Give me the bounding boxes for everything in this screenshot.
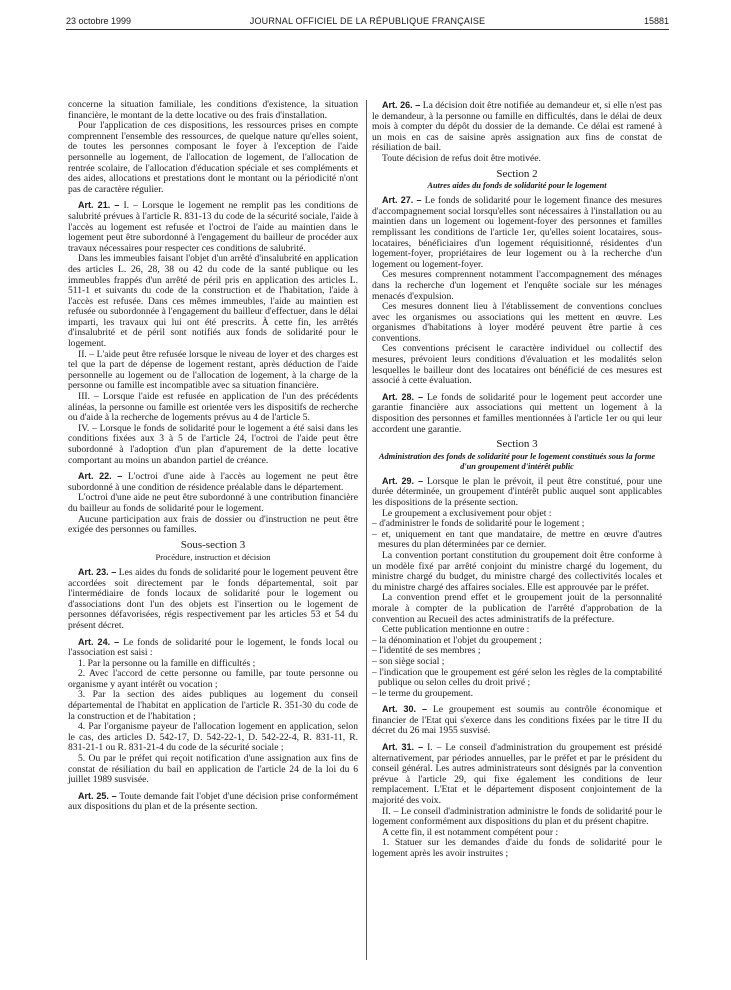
header-rule: [66, 29, 669, 30]
article-label: Art. 22. –: [78, 471, 123, 482]
article-25: Art. 25. – Toute demande fait l'objet d'une décision prise conformément aux dispositions du plan et de la présente section.: [68, 790, 358, 813]
article-label: Art. 29. –: [382, 475, 424, 486]
paragraph: La convention prend effet et le groupement jouit de la personnalité morale à compter de la publication de l'arrêté d'approbation de la convention au Recueil des actes administratifs de la préfecture.: [372, 592, 662, 625]
paragraph: concerne la situation familiale, les conditions d'existence, la situation financière, le montant de la dette locative ou des frais d'installation.: [68, 99, 358, 121]
article-label: Art. 25. –: [78, 790, 117, 801]
paragraph: Cette publication mentionne en outre :: [382, 624, 530, 636]
article-label: Art. 28. –: [382, 391, 424, 402]
list-item: – la dénomination et l'objet du groupement ;: [372, 634, 542, 646]
paragraph: Ces mesures comprennent notamment l'accompagnement des ménages dans la recherche d'un logement et l'enquête sociale sur les ménages menacés d'expulsion.: [372, 269, 662, 302]
article-23: Art. 23. – Les aides du fonds de solidarité pour le logement peuvent être accordées soit directement par le fonds départemental, soit par l'intermédiaire de fonds locaux de solidarité pour le logement ou d'associations dont l'un des objets est l'insertion ou le logement de personnes défavorisées, régis respectivement par les articles 53 et 54 du présent décret.: [68, 566, 358, 631]
list-item: 2. Avec l'accord de cette personne ou famille, par toute personne ou organisme y ayant intérêt ou vocation ;: [68, 668, 358, 690]
paragraph: L'octroi d'une aide ne peut être subordonné à une contribution financière du bailleur au fonds de solidarité pour le logement.: [68, 492, 358, 514]
subsection-title: Procédure, instruction et décision: [155, 552, 271, 563]
article-label: Art. 26. –: [382, 100, 421, 110]
paragraph: Pour l'application de ces dispositions, les ressources prises en compte comprennent l'ensemble des ressources, de quelque nature qu'elles soient, de toutes les personnes composant le foyer à l'exception de l'aide personnelle au logement, de l'allocation de logement, de l'allocation de rentrée scolaire, de l'allocation d'éducation spéciale et ses compléments et des aides, allocations et prestations dont le montant ou la périodicité n'ont pas de caractère régulier.: [68, 120, 358, 195]
article-21: Art. 21. – I. – Lorsque le logement ne remplit pas les conditions de salubrité prévues à l'article R. 831-13 du code de la sécurité sociale, l'aide à l'accès au logement est refusée et l'octroi de l'aide au maintien dans le logement peut être subordonné à l'engagement du bailleur de procéder aux travaux nécessaires pour respecter ces conditions de salubrité.: [68, 200, 358, 254]
paragraph: Aucune participation aux frais de dossier ou d'instruction ne peut être exigée des personnes ou familles.: [68, 513, 358, 536]
left-column: [68, 100, 358, 813]
paragraph: Toute décision de refus doit être motivée.: [382, 152, 541, 164]
article-30: Art. 30. – Le groupement est soumis au contrôle économique et financier de l'Etat qui s'exerce dans les conditions fixées par le titre II du décret du 26 mai 1955 susvisé.: [372, 704, 662, 737]
paragraph: II. – L'aide peut être refusée lorsque le niveau de loyer et des charges est tel que la part de dépense de logement restant, après déduction de l'aide personnelle au logement ou de l'allocation de logement, à la charge de la personne ou famille est incompatible avec sa situation financière.: [68, 348, 358, 392]
article-26: Art. 26. – La décision doit être notifiée au demandeur et, si elle n'est pas le demandeur, à la personne ou famille en difficultés, dans le délai de deux mois à compter du dépôt du dossier de la demande. Ce délai est ramené à un mois en cas de saisine après assignation aux fins de constat de résiliation de bail.: [372, 100, 662, 154]
list-item: 5. Ou par le préfet qui reçoit notification d'une assignation aux fins de constat de résiliation du bail en application de l'article 24 de la loi du 6 juillet 1989 susvisée.: [68, 753, 358, 786]
article-31: Art. 31. – I. – Le conseil d'administration du groupement est présidé alternativement, par périodes annuelles, par le préfet et par le président du conseil général. Les autres administrateurs sont désignés par la convention prévue à l'article 29, qui fixe également les conditions de leur remplacement. L'Etat et le département disposent conjointement de la majorité des voix.: [372, 742, 662, 807]
article-label: Art. 31. –: [382, 742, 424, 753]
list-item: – son siège social ;: [372, 655, 445, 667]
right-column: [372, 100, 662, 860]
article-24: Art. 24. – Le fonds de solidarité pour le logement, le fonds local ou l'association est saisi :: [68, 636, 358, 659]
article-label: Art. 30. –: [382, 704, 427, 715]
subsection-heading: Sous-section 3: [180, 538, 246, 551]
paragraph: A cette fin, il est notamment compétent pour :: [382, 826, 559, 838]
list-item: – le terme du groupement.: [372, 687, 473, 699]
paragraph: Dans les immeubles faisant l'objet d'un arrêté d'insalubrité en application des articles L. 26, 28, 38 ou 42 du code de la santé publique ou les immeubles frappés d'un arrêté de péril pris en application des articles L. 511-1 et suivants du code de la construction et de l'habitation, l'aide à l'accès est refusée. Dans ces mêmes immeubles, l'aide au maintien est refusée ou subordonnée à l'engagement du bailleur d'effectuer, dans le délai imparti, les travaux qui lui ont été prescrits. À cette fin, les arrêtés d'insalubrité et de péril sont notifiés aux fonds de solidarité pour le logement.: [68, 253, 358, 350]
section-heading: Section 2: [496, 167, 538, 180]
article-label: Art. 21. –: [78, 200, 120, 211]
header-date: 23 octobre 1999: [66, 16, 132, 26]
article-label: Art. 23. –: [78, 566, 117, 577]
list-item: – l'indication que le groupement est géré selon les règles de la comptabilité publique ou selon celles du droit privé ;: [372, 666, 662, 689]
paragraph: III. – Lorsque l'aide est refusée en application de l'un des précédents alinéas, la personne ou famille est orientée vers les dispositifs de recherche ou d'aide à la recherche de logements prévus au 4 de l'article 5.: [68, 391, 358, 424]
column-divider: [366, 100, 367, 960]
paragraph: Ces conventions précisent le caractère individuel ou collectif des mesures, prévoient leurs conditions d'évaluation et les modalités selon lesquelles le bailleur dont des locataires ont bénéficié de ces mesures est associé à cette évaluation.: [372, 343, 662, 387]
list-item: 3. Par la section des aides publiques au logement du conseil départemental de l'habitat en application de l'article R. 351-30 du code de la construction et de l'habitation ;: [68, 689, 358, 722]
paragraph: La convention portant constitution du groupement doit être conforme à un modèle fixé par arrêté conjoint du ministre chargé du logement, du ministre chargé du budget, du ministre chargé des collectivités locales et du ministre chargé des affaires sociales. Elle est approuvée par le préfet.: [372, 549, 662, 593]
page-number: 15881: [643, 16, 669, 26]
paragraph: IV. – Lorsque le fonds de solidarité pour le logement a été saisi dans les conditions fixées aux 3 à 5 de l'article 24, l'octroi de l'aide peut être subordonné à l'adoption d'un plan d'apurement de la dette locative comportant au moins un abandon partiel de créance.: [68, 422, 358, 466]
article-29: Art. 29. – Lorsque le plan le prévoit, il peut être constitué, pour une durée déterminée, un groupement d'intérêt public auquel sont applicables les dispositions de la présente section.: [372, 475, 662, 508]
section-heading: Section 3: [496, 438, 538, 451]
paragraph: 1. Statuer sur les demandes d'aide du fonds de solidarité pour le logement après les avoir instruites ;: [372, 837, 662, 859]
article-27: Art. 27. – Le fonds de solidarité pour le logement finance des mesures d'accompagnement social lorsqu'elles sont nécessaires à l'installation ou au maintien dans un logement ou logement-foyer des personnes et familles remplissant les conditions de l'article 1er, qu'elles soient locataires, sous-locataires, bénéficiaires d'un logement réquisitionné, résidentes d'un logement-foyer, propriétaires de leur logement ou à la recherche d'un logement ou logement-foyer.: [372, 195, 662, 270]
journal-title: JOURNAL OFFICIEL DE LA RÉPUBLIQUE FRANÇAISE: [249, 16, 486, 26]
list-item: 4. Par l'organisme payeur de l'allocation logement en application, selon le cas, des articles D. 542-17, D. 542-22-1, D. 542-22-4, R. 831-11, R. 831-21-1 ou R. 831-21-4 du code de la sécurité sociale ;: [68, 721, 358, 754]
section-title: Administration des fonds de solidarité pour le logement constitués sous la forme d'un groupement d'intérêt public: [378, 451, 656, 471]
paragraph: Le groupement a exclusivement pour objet :: [382, 507, 552, 519]
page-header: [66, 16, 669, 30]
list-item: – d'administrer le fonds de solidarité pour le logement ;: [372, 518, 585, 530]
article-22: Art. 22. – L'octroi d'une aide à l'accès au logement ne peut être subordonné à une condition de résidence préalable dans le département.: [68, 471, 358, 493]
section-title: Autres aides du fonds de solidarité pour le logement: [427, 181, 607, 191]
paragraph: II. – Le conseil d'administration administre le fonds de solidarité pour le logement conformément aux dispositions du plan et du présent chapitre.: [372, 805, 662, 828]
paragraph: Ces mesures donnent lieu à l'établissement de conventions conclues avec les organismes ou associations qui les mettent en œuvre. Les organismes d'habitations à loyer modéré peuvent être partie à ces conventions.: [372, 301, 662, 344]
article-label: Art. 24. –: [78, 636, 120, 647]
list-item: – l'identité de ses membres ;: [372, 645, 481, 657]
article-28: Art. 28. – Le fonds de solidarité pour le logement peut accorder une garantie financière aux associations qui mettent un logement à la disposition des personnes et familles mentionnées à l'article 1er ou qui leur accordent une garantie.: [372, 391, 662, 435]
list-item: – et, uniquement en tant que mandataire, de mettre en œuvre d'autres mesures du plan déterminées par ce dernier.: [372, 528, 662, 551]
article-label: Art. 27. –: [382, 195, 422, 206]
list-item: 1. Par la personne ou la famille en difficultés ;: [78, 657, 256, 669]
